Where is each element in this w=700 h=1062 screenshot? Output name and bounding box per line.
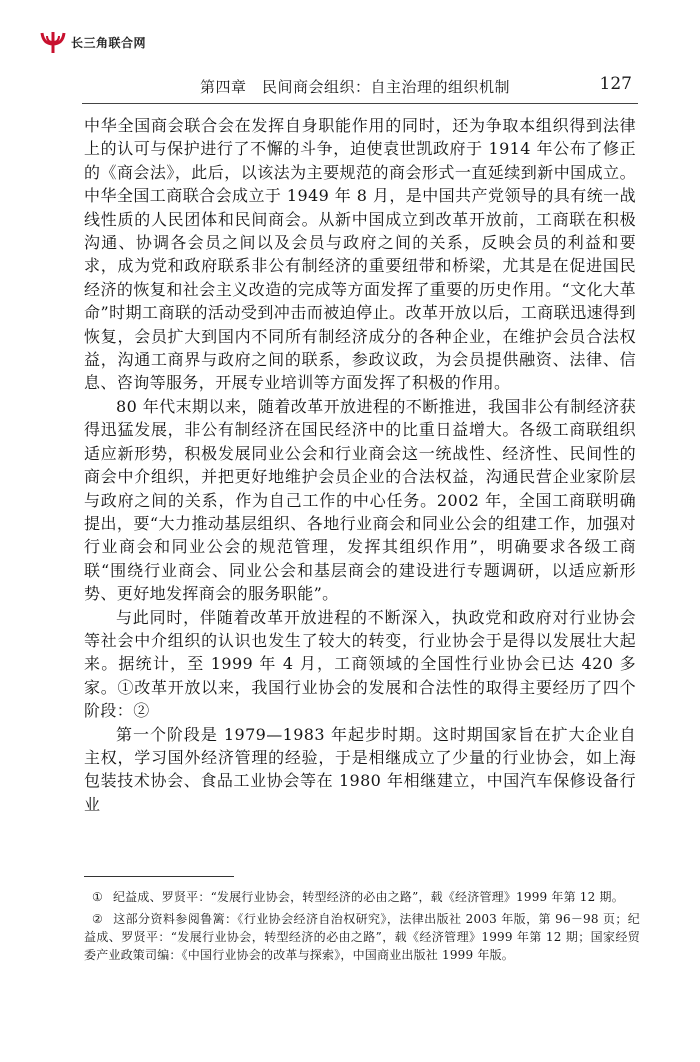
footnote-mark: ② bbox=[92, 912, 104, 926]
site-logo bbox=[40, 30, 146, 54]
running-head: 第四章 民间商会组织：自主治理的组织机制 bbox=[200, 78, 511, 96]
paragraph-text: 与此同时，伴随着改革开放进程的不断深入，执政党和政府对行业协会等社会中介组织的认识也发生了较大的转变，行业协会于是得以发展壮大起来。据统计，至 1999 年 4 月，工商领域的全国性行业协会已达 420 多家。 bbox=[84, 607, 636, 697]
footnote-text: 这部分资料参阅鲁篱：《行业协会经济自治权研究》，法律出版社 2003 年版，第 96－98 页；纪益成、罗贤平：“发展行业协会，转型经济的必由之路”，载《经济管理》1999 年第 12 期；国家经贸委产业政策司编：《中国行业协会的改革与探索》，中国商业出版社 1999 年版。 bbox=[84, 912, 640, 962]
trident-logo-icon bbox=[40, 30, 66, 54]
footnote bbox=[84, 888, 640, 906]
body-text bbox=[84, 114, 636, 816]
footnote-text: 纪益成、罗贤平：“发展行业协会，转型经济的必由之路”，载《经济管理》1999 年第 12 期。 bbox=[112, 890, 624, 904]
page-number: 127 bbox=[599, 74, 632, 94]
footnote-divider bbox=[84, 876, 234, 877]
footnote-mark: ① bbox=[92, 890, 103, 904]
paragraph: 中华全国商会联合会在发挥自身职能作用的同时，还为争取本组织得到法律上的认可与保护进行了不懈的斗争，迫使袁世凯政府于 1914 年公布了修正的《商会法》，此后，以该法为主要规范的商会形式一直延续到新中国成立。中华全国工商联合会成立于 1949 年 8 月，是中国共产党领导的具有统一战线性质的人民团体和民间商会。从新中国成立到改革开放前，工商联在积极沟通、协调各会员之间以及会员与政府之间的关系，反映会员的利益和要求，成为党和政府联系非公有制经济的重要纽带和桥梁，尤其是在促进国民经济的恢复和社会主义改造的完成等方面发挥了重要的历史作用。“文化大革命”时期工商联的活动受到冲击而被迫停止。改革开放以后，工商联迅速得到恢复，会员扩大到国内不同所有制经济成分的各种企业，在维护会员合法权益，沟通工商界与政府之间的联系，参政议政，为会员提供融资、法律、信息、咨询等服务，开展专业培训等方面发挥了积极的作用。 bbox=[84, 116, 636, 393]
header-divider bbox=[82, 103, 638, 104]
paragraph: 80 年代末期以来，随着改革开放进程的不断推进，我国非公有制经济获得迅猛发展，非公有制经济在国民经济中的比重日益增大。各级工商联组织适应新形势，积极发展同业公会和行业商会这一统战性、经济性、民间性的商会中介组织，并把更好地维护会员企业的合法权益，沟通民营企业家阶层与政府之间的关系，作为自己工作的中心任务。2002 年，全国工商联明确提出，要“大力推动基层组织、各地行业商会和同业公会的组建工作，加强对行业商会和同业公会的规范管理，发挥其组织作用”，明确要求各级工商联“围绕行业商会、同业公会和基层商会的建设进行专题调研，以适应新形势、更好地发挥商会的服务职能”。 bbox=[84, 396, 636, 604]
footnote-ref[interactable]: ② bbox=[133, 701, 150, 721]
paragraph-text: 改革开放以来，我国行业协会的发展和合法性的取得主要经历了四个阶段： bbox=[84, 677, 636, 721]
paragraph bbox=[84, 606, 636, 723]
footnote bbox=[84, 910, 640, 964]
site-name: 长三角联合网 bbox=[71, 35, 147, 50]
footnote-ref[interactable]: ① bbox=[117, 677, 135, 697]
footnotes bbox=[84, 888, 640, 968]
paragraph: 第一个阶段是 1979—1983 年起步时期。这时期国家旨在扩大企业自主权，学习国外经济管理的经验，于是相继成立了少量的行业协会，如上海包装技术协会、食品工业协会等在 1980 年相继建立，中国汽车保修设备行业 bbox=[84, 724, 636, 814]
